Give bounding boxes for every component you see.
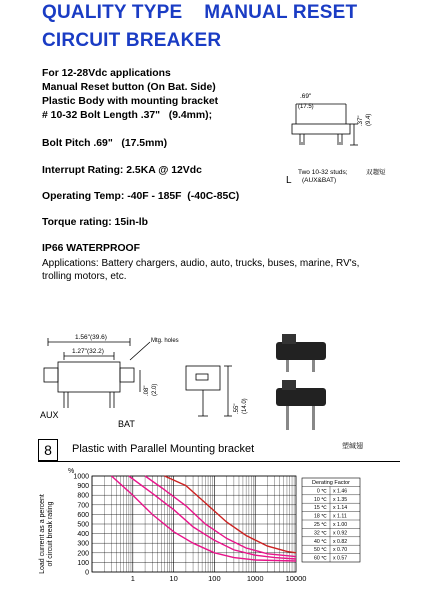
y-tick-label: 800 <box>77 492 89 500</box>
studs-note-2: (AUX&BAT) <box>302 177 337 184</box>
derating-factor: x 1.11 <box>333 513 347 520</box>
derating-temp: 50 ℃ <box>313 547 327 554</box>
derating-temp: 40 ℃ <box>313 538 327 545</box>
y-tick-label: 100 <box>77 559 89 567</box>
derating-factor: x 1.00 <box>333 522 348 528</box>
section-number: 8 <box>38 439 58 461</box>
dim-d-mm: (14.0) <box>242 398 248 414</box>
y-tick-label: 200 <box>77 550 89 558</box>
spec-torque: Torque rating: 15in-lb <box>42 217 149 228</box>
spec-operating-temp: Operating Temp: -40F - 185F (-40C-85C) <box>42 191 240 202</box>
y-tick-label: 0 <box>85 569 89 577</box>
product-photo-top <box>276 334 326 372</box>
derating-temp: 60 ℃ <box>313 555 327 562</box>
y-tick-label: 500 <box>77 521 89 529</box>
y-axis-label: of circuit break rating <box>47 501 54 567</box>
aux-label: AUX <box>40 410 59 420</box>
derating-temp: 32 ℃ <box>313 530 327 537</box>
bat-label: BAT <box>118 419 135 429</box>
x-tick-label: 10000 <box>285 574 307 583</box>
dim-c-label: .08" <box>144 385 150 396</box>
y-tick-label: 400 <box>77 531 89 539</box>
title-line-1: QUALITY TYPE MANUAL RESET <box>42 2 358 23</box>
derating-factor: x 0.57 <box>333 555 348 562</box>
section-title: Plastic with Parallel Mounting bracket <box>72 443 255 455</box>
mtg-holes-label: Mtg. holes <box>151 338 179 344</box>
dim-length-mm: (9.4) <box>366 113 372 126</box>
x-tick-label: 1000 <box>246 574 264 583</box>
title-line-2: CIRCUIT BREAKER <box>42 30 222 51</box>
studs-note-1: Two 10-32 studs; <box>298 169 348 176</box>
dim-b-label: 1.27"(32.2) <box>72 348 104 355</box>
dim-d-label: .55" <box>234 403 240 414</box>
letter-l: L <box>286 175 292 186</box>
dim-a-label: 1.56"(39.6) <box>75 334 107 341</box>
dim-pitch-mm: (17.5) <box>298 104 314 110</box>
chinese-note-2: 塑缄翅 <box>342 443 363 450</box>
spec-bolt-pitch: Bolt Pitch .69" (17.5mm) <box>42 138 168 149</box>
dim-pitch-label: .69" <box>300 93 312 100</box>
applications-line-2: trolling motors, etc. <box>42 271 127 282</box>
y-tick-label: 900 <box>77 483 89 491</box>
section-divider <box>38 461 400 462</box>
derating-factor: x 0.70 <box>333 547 348 554</box>
stud-dimension-drawing <box>292 104 358 145</box>
derating-temp: 0 ℃ <box>316 488 327 495</box>
derating-factor: x 1.14 <box>333 505 348 512</box>
spec-ip66: IP66 WATERPROOF <box>42 243 140 254</box>
y-tick-label: 600 <box>77 511 89 519</box>
y-tick-label: 300 <box>77 540 89 548</box>
chinese-note: 双趨短 <box>366 169 386 176</box>
x-tick-label: 10 <box>169 574 178 583</box>
product-photo-bottom <box>276 380 326 430</box>
derating-temp: 10 ℃ <box>313 496 327 503</box>
y-unit-label: % <box>68 468 75 475</box>
spec-reset-button: Manual Reset button (On Bat. Side) <box>42 82 216 93</box>
spec-interrupt-rating: Interrupt Rating: 2.5KA @ 12Vdc <box>42 165 202 176</box>
derating-temp: 15 ℃ <box>313 505 327 512</box>
series-line <box>112 476 297 561</box>
derating-temp: 25 ℃ <box>313 522 327 528</box>
front-view-drawing <box>186 366 232 416</box>
derating-factor: x 0.82 <box>333 538 348 545</box>
dim-c-mm: (2.0) <box>152 383 158 396</box>
y-axis-label: Load current as a percent <box>39 494 46 574</box>
spec-application-voltage: For 12-28Vdc applications <box>42 68 171 79</box>
derating-factor: x 1.35 <box>333 496 348 503</box>
dim-length-label: .37" <box>358 115 364 126</box>
y-tick-label: 1000 <box>73 473 89 481</box>
y-tick-label: 700 <box>77 502 89 510</box>
spec-body: Plastic Body with mounting bracket <box>42 96 219 107</box>
applications-line-1: Applications: Battery chargers, audio, auto, trucks, buses, marine, RV's, <box>42 258 360 269</box>
derating-header: Derating Factor <box>312 480 350 486</box>
x-tick-label: 100 <box>208 574 221 583</box>
trip-curve-chart <box>39 468 360 583</box>
derating-factor: x 1.46 <box>333 488 348 495</box>
derating-factor: x 0.92 <box>333 530 348 537</box>
derating-temp: 18 ℃ <box>313 513 327 520</box>
x-tick-label: 1 <box>130 574 135 583</box>
spec-bolt-length: # 10-32 Bolt Length .37" (9.4mm); <box>42 110 213 121</box>
